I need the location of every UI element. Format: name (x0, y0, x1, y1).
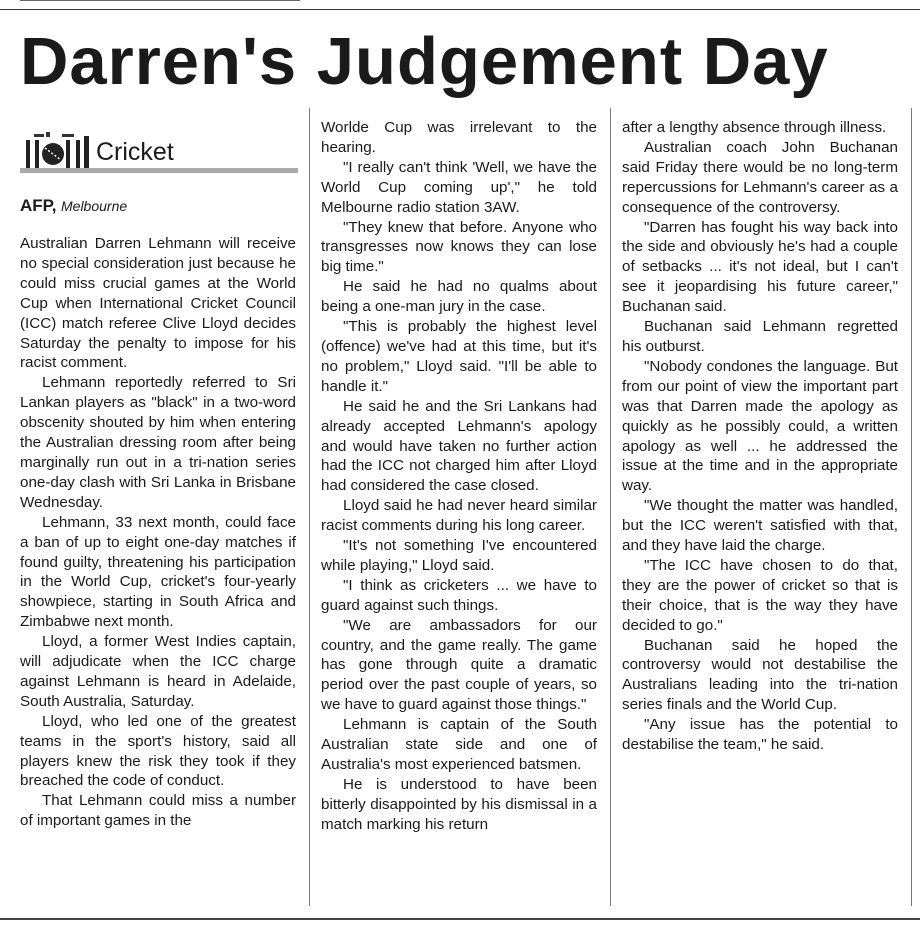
paragraph: Lloyd, who led one of the greatest teams in the sport's history, said all players knew the risk they took if they breached the code of conduct. (20, 712, 296, 790)
paragraph: "Any issue has the potential to destabilise the team," he said. (622, 716, 898, 754)
top-thin-rule (20, 0, 300, 1)
bottom-rule (0, 918, 920, 920)
paragraph: Worlde Cup was irrelevant to the hearing. (321, 119, 597, 156)
paragraph: He said he and the Sri Lankans had already accepted Lehmann's apology and would have taken no further action had the ICC not charged him after Lloyd had considered the case closed. (321, 397, 597, 495)
paragraph: Lehmann reportedly referred to Sri Lankan players as "black" in a two-word obscenity shouted by him when entering the Australian dressing room after being marginally run out in a tri-nation series one-day clash with Sri Lanka in Brisbane Wednesday. (20, 374, 296, 511)
article-column-2 (321, 118, 597, 835)
paragraph: Buchanan said Lehmann regretted his outburst. (622, 318, 898, 355)
paragraph: He said he had no qualms about being a one-man jury in the case. (321, 278, 597, 316)
paragraph: "I think as cricketers ... we have to guard against such things. (321, 576, 597, 614)
paragraph: Lehmann is captain of the South Australian state side and one of Australia's most experienced batsmen. (321, 716, 597, 773)
paragraph: Lehmann, 33 next month, could face a ban of up to eight one-day matches if found guilty, threatening his participation in the World Cup, cricket's four-yearly showpiece, starting in South Africa and Zimbabwe next month. (20, 513, 296, 631)
section-rule (20, 168, 298, 173)
cricket-icon (22, 130, 92, 170)
paragraph: He is understood to have been bitterly disappointed by his dismissal in a match marking his return (321, 775, 597, 833)
paragraph: "Nobody condones the language. But from our point of view the important part was that Darren made the apology as quickly as he possibly could, a written apology as well ... he addressed the issue at the time and in the appropriate way. (622, 357, 898, 495)
article-column-1 (20, 234, 296, 831)
paragraph: "They knew that before. Anyone who transgresses now knows they can lose big time." (321, 218, 597, 276)
paragraph: "We are ambassadors for our country, and the game really. The game has gone through quite a dramatic period over the past couple of years, so we have to guard against those things." (321, 616, 597, 714)
paragraph: "It's not something I've encountered while playing," Lloyd said. (321, 537, 597, 574)
paragraph: Australian coach John Buchanan said Friday there would be no long-term repercussions for Lehmann's career as a consequence of the controversy. (622, 138, 898, 216)
headline: Darren's Judgement Day (20, 24, 829, 99)
paragraph: Buchanan said he hoped the controversy would not destabilise the Australians leading into the tri-nation series finals and the World Cup. (622, 636, 898, 714)
paragraph: Australian Darren Lehmann will receive no special consideration just because he could miss crucial games at the World Cup when International Cricket Council (ICC) match referee Clive Lloyd decides Saturday the penalty to impose for his racist comment. (20, 235, 296, 372)
column-rule (610, 108, 611, 906)
byline-dateline: Melbourne (61, 198, 128, 214)
article-column-3 (622, 118, 898, 755)
paragraph: Lloyd said he had never heard similar racist comments during his long career. (321, 497, 597, 535)
byline (20, 196, 127, 217)
paragraph: "I really can't think 'Well, we have the World Cup coming up'," he told Melbourne radio station 3AW. (321, 158, 597, 216)
paragraph: "We thought the matter was handled, but the ICC weren't satisfied with that, and they have laid the charge. (622, 497, 898, 555)
paragraph: Lloyd, a former West Indies captain, will adjudicate when the ICC charge against Lehmann is heard in Adelaide, South Australia, Saturday. (20, 633, 296, 710)
paragraph: "This is probably the highest level (offence) we've had at this time, but it's no problem," Lloyd said. "I'll be able to handle it." (321, 318, 597, 395)
section-label: Cricket (96, 138, 174, 166)
top-rule (0, 9, 920, 10)
section-header (20, 130, 298, 172)
column-rule (309, 108, 310, 906)
byline-agency: AFP, (20, 196, 57, 215)
paragraph: "The ICC have chosen to do that, they are the power of cricket so that is their choice, that is the way they have decided to go." (622, 556, 898, 634)
paragraph: That Lehmann could miss a number of important games in the (20, 792, 296, 830)
column-rule (911, 108, 912, 906)
paragraph: after a lengthy absence through illness. (622, 119, 887, 136)
paragraph: "Darren has fought his way back into the side and obviously he's had a couple of setbacks ... it's not ideal, but I can't see it jeopardising his future career," Buchanan said. (622, 218, 898, 316)
